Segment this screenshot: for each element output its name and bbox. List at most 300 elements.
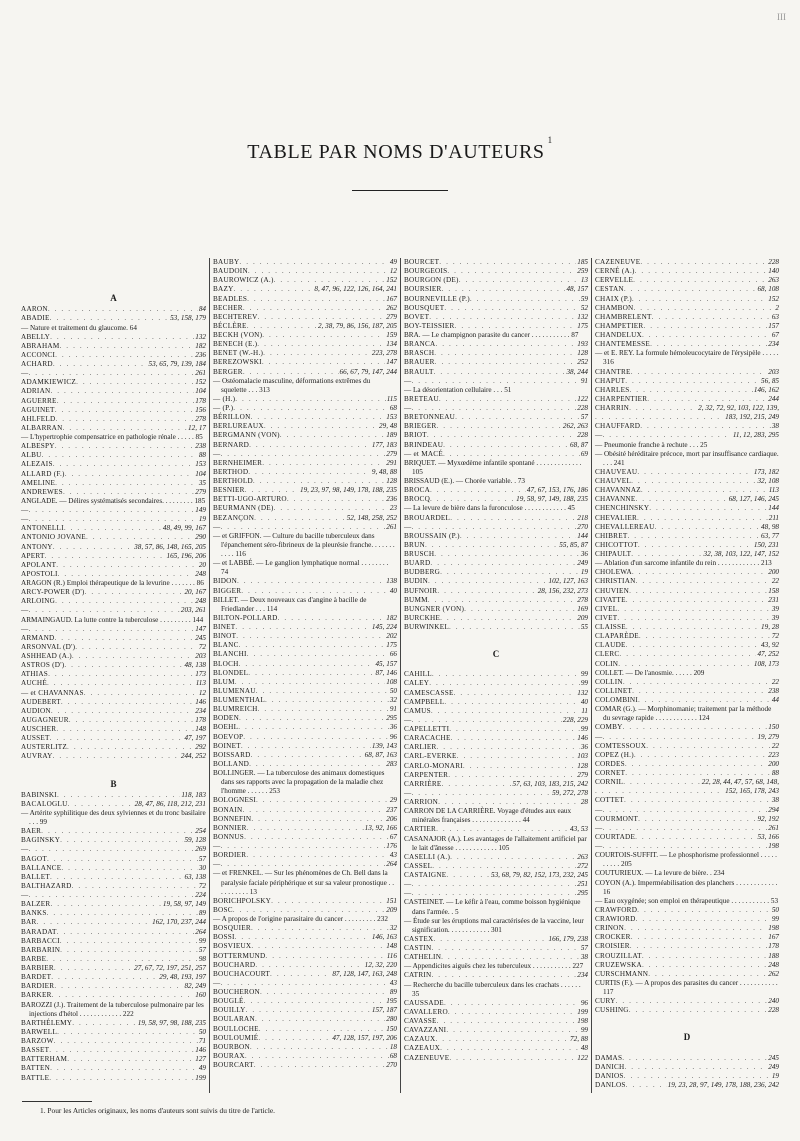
index-entry bbox=[213, 1052, 397, 1061]
index-entry bbox=[21, 415, 206, 424]
page-numbers: 91 bbox=[580, 376, 588, 385]
author-name: BLUMREICH bbox=[213, 705, 258, 714]
page-title bbox=[0, 134, 800, 164]
index-entry bbox=[595, 468, 779, 477]
spacer bbox=[404, 661, 588, 670]
author-name: BECKH (VON) bbox=[213, 331, 263, 339]
page-numbers: 183, 192, 215, 249 bbox=[725, 413, 779, 422]
page-numbers: 23 bbox=[389, 504, 397, 513]
leader-dots bbox=[220, 450, 385, 459]
page-numbers: 99 bbox=[580, 670, 588, 679]
leader-dots bbox=[629, 587, 767, 596]
index-entry-long: — Ablation d'un sarcome infantile du rein . . . . . . . . . . . . 213 bbox=[595, 559, 772, 568]
author-name: — bbox=[213, 522, 221, 531]
page-numbers: 40 bbox=[580, 697, 588, 706]
page-numbers: 234 bbox=[195, 706, 206, 715]
leader-dots bbox=[47, 909, 198, 918]
author-name: BUARD bbox=[404, 559, 431, 568]
leader-dots bbox=[428, 596, 576, 605]
author-name: CHOLEWA bbox=[595, 568, 632, 577]
leader-dots bbox=[642, 952, 767, 961]
author-name: DANLOS bbox=[595, 1080, 626, 1089]
index-entry-long: BOLLINGER. — La tuberculose des animaux domestiques dans ses rapports avec la propagation de la maladie chez l'homme . . . . . . 253 bbox=[213, 769, 385, 796]
page-numbers: 19, 58, 97, 149, 188, 235 bbox=[516, 495, 588, 504]
page-numbers: 132 bbox=[195, 332, 206, 341]
author-name: ATHIAS bbox=[21, 670, 49, 679]
index-entry bbox=[404, 1026, 588, 1035]
leader-dots bbox=[61, 698, 194, 707]
index-entry bbox=[21, 1055, 206, 1064]
index-entry bbox=[21, 588, 206, 597]
page-numbers: 19, 28 bbox=[761, 623, 779, 631]
page-numbers: 195 bbox=[386, 997, 397, 1006]
leader-dots bbox=[28, 625, 194, 634]
index-entry bbox=[213, 632, 397, 641]
page-numbers: 202 bbox=[386, 632, 397, 641]
author-name: CIVET bbox=[595, 613, 618, 622]
author-name: BRAUER bbox=[404, 358, 435, 367]
leader-dots bbox=[622, 1054, 767, 1063]
page-numbers: 238 bbox=[768, 686, 779, 695]
author-name: BLOCH bbox=[213, 659, 239, 668]
author-name: BLANCHI bbox=[213, 650, 247, 659]
page-numbers: 88 bbox=[771, 769, 779, 777]
leader-dots bbox=[72, 882, 198, 891]
index-entry-long: — et GRIFFON. — Culture du bacille tuberculeux dans l'épanchement séro-fibrineux de la pleurésie franche. . . . . . . . . . . 116 bbox=[213, 531, 395, 558]
index-entry bbox=[213, 796, 397, 805]
index-entry bbox=[404, 623, 588, 632]
author-name: CHAUVEAU bbox=[595, 467, 638, 476]
index-column bbox=[591, 258, 782, 1093]
leader-dots bbox=[50, 1064, 198, 1073]
page-numbers: 175 bbox=[577, 321, 588, 330]
index-entry bbox=[21, 707, 206, 716]
leader-dots bbox=[444, 304, 579, 313]
page-numbers: 128 bbox=[577, 761, 588, 770]
page-numbers: 102, 127, 163 bbox=[548, 577, 588, 586]
page-numbers: 251 bbox=[577, 880, 588, 889]
author-name: COLOMBINI bbox=[595, 696, 638, 704]
page-numbers: 147 bbox=[195, 624, 206, 633]
author-name: COMBY bbox=[595, 723, 623, 732]
leader-dots bbox=[428, 577, 547, 586]
index-entry bbox=[404, 267, 588, 276]
index-entry bbox=[21, 661, 206, 670]
index-entry bbox=[595, 970, 779, 979]
index-entry bbox=[404, 734, 588, 743]
index-entry bbox=[595, 942, 779, 951]
page-numbers: 43, 53 bbox=[570, 825, 588, 834]
page-numbers: 22, 28, 44, 47, 57, 68, 148, bbox=[701, 778, 779, 787]
index-entry bbox=[404, 532, 588, 541]
page-numbers: 89 bbox=[389, 988, 397, 996]
page-numbers: 82, 249 bbox=[184, 982, 206, 991]
page-numbers: 57, 63, 103, 183, 215, 242 bbox=[512, 779, 588, 788]
index-entry bbox=[595, 523, 779, 532]
index-entry bbox=[213, 824, 397, 833]
index-entry-long: COLLET. — De l'anosmie. . . . . . 209 bbox=[595, 668, 705, 677]
leader-dots bbox=[435, 340, 576, 349]
author-name: BIGGER bbox=[213, 586, 242, 595]
index-entry bbox=[595, 906, 779, 915]
author-name: BERTHOLD bbox=[213, 477, 253, 485]
page-numbers: 53, 166 bbox=[757, 832, 779, 841]
index-entry bbox=[21, 855, 206, 864]
page-numbers: 146, 162 bbox=[753, 385, 779, 394]
leader-dots bbox=[624, 796, 771, 805]
index-entry-long: COURTOIS-SUFFIT. — Le phosphorisme professionnel . . . . . . . . . . 205 bbox=[595, 851, 777, 869]
leader-dots bbox=[57, 928, 195, 937]
index-entry bbox=[595, 1072, 779, 1081]
page-numbers: 167 bbox=[768, 933, 779, 942]
page-numbers: 262 bbox=[768, 969, 779, 978]
leader-dots bbox=[50, 900, 161, 909]
index-entry bbox=[404, 689, 588, 698]
index-entry bbox=[595, 778, 779, 787]
page-numbers: 269 bbox=[195, 845, 206, 854]
index-entry bbox=[595, 632, 779, 641]
author-name: BOURCET bbox=[404, 258, 440, 266]
index-entry bbox=[213, 760, 397, 769]
index-entry-long: BAROZZI (J.). Traitement de la tuberculose pulmonaire par les injections d'hétol . . . . . . . . . . . . 222 bbox=[21, 1000, 204, 1018]
index-entry bbox=[404, 313, 588, 322]
page-numbers: 35 bbox=[198, 478, 206, 487]
leader-dots bbox=[239, 641, 386, 650]
page-numbers: 234 bbox=[768, 340, 779, 349]
page-numbers: 152, 165, 178, 243 bbox=[725, 787, 779, 796]
author-name: BONNUS bbox=[213, 832, 245, 841]
leader-dots bbox=[446, 1026, 579, 1035]
index-entry bbox=[21, 946, 206, 955]
leader-dots bbox=[48, 670, 194, 679]
author-name: BOVET bbox=[404, 312, 430, 321]
leader-dots bbox=[241, 587, 389, 596]
author-name: CHEVALLEREAU bbox=[595, 522, 655, 531]
page-numbers: 19 bbox=[771, 1071, 779, 1080]
index-entry bbox=[595, 1006, 779, 1015]
leader-dots bbox=[258, 313, 386, 322]
leader-dots bbox=[49, 1074, 194, 1083]
page-numbers: 57 bbox=[198, 945, 206, 954]
index-entry bbox=[213, 687, 397, 696]
page-numbers: 108, 173 bbox=[753, 659, 779, 668]
page-numbers: 9, 48, 88 bbox=[371, 467, 397, 476]
author-name: CAHILL bbox=[404, 670, 432, 679]
index-entry bbox=[595, 532, 779, 541]
leader-dots bbox=[454, 689, 577, 698]
index-entry bbox=[21, 442, 206, 451]
index-entry bbox=[21, 836, 206, 845]
index-entry bbox=[21, 752, 206, 761]
page-numbers: 264 bbox=[195, 927, 206, 936]
page-numbers: 270 bbox=[386, 1061, 397, 1069]
author-name: BAUBY bbox=[213, 258, 240, 266]
page-numbers: 38, 244 bbox=[566, 367, 588, 376]
author-name: BASSET bbox=[21, 1046, 50, 1055]
author-name: CASTEX bbox=[404, 934, 434, 943]
author-name: BUDIN bbox=[404, 577, 429, 586]
leader-dots bbox=[52, 991, 195, 1000]
author-name: BATTERHAM bbox=[21, 1055, 68, 1064]
index-entry bbox=[213, 696, 397, 705]
page-numbers: 261 bbox=[386, 522, 397, 531]
leader-dots bbox=[241, 742, 371, 751]
page-numbers: 153 bbox=[386, 413, 397, 422]
page-numbers: 88 bbox=[198, 451, 206, 460]
index-entry bbox=[404, 276, 588, 285]
leader-dots bbox=[632, 568, 767, 577]
index-entry bbox=[213, 468, 397, 477]
index-entry-long: BRA. — Le champignon parasite du cancer . . . . . . . . . . . 87 bbox=[404, 331, 579, 339]
leader-dots bbox=[60, 946, 198, 955]
leader-dots bbox=[451, 734, 577, 743]
index-entry bbox=[213, 660, 397, 669]
spacer bbox=[21, 267, 206, 276]
author-name: CASTIN bbox=[404, 944, 432, 953]
index-entry bbox=[404, 1008, 588, 1017]
page-numbers: 166, 179, 238 bbox=[548, 934, 588, 943]
page-numbers: 199 bbox=[577, 1007, 588, 1016]
author-name: BOUSQUET bbox=[404, 303, 445, 312]
leader-dots bbox=[254, 1061, 386, 1070]
page-numbers: 99 bbox=[198, 936, 206, 945]
index-entry bbox=[21, 424, 206, 433]
leader-dots bbox=[432, 670, 580, 679]
index-entry-long: COUTURIEUX. — La levure de bière. . 234 bbox=[595, 869, 725, 878]
page-numbers: 68 bbox=[389, 404, 397, 412]
author-name: — bbox=[21, 606, 29, 615]
leader-dots bbox=[53, 752, 180, 761]
leader-dots bbox=[442, 285, 566, 294]
leader-dots bbox=[67, 1055, 194, 1064]
index-entry bbox=[213, 970, 397, 979]
leader-dots bbox=[271, 897, 385, 906]
author-name: BARKER bbox=[21, 991, 52, 1000]
page-numbers: 157 bbox=[768, 321, 779, 330]
page-numbers: 228, 229 bbox=[562, 715, 588, 724]
index-entry bbox=[21, 845, 206, 854]
leader-dots bbox=[56, 561, 198, 570]
leader-dots bbox=[42, 451, 198, 460]
author-name: BRETEAU bbox=[404, 394, 439, 403]
leader-dots bbox=[265, 952, 385, 961]
page-numbers: 99 bbox=[580, 1026, 588, 1035]
index-entry bbox=[21, 305, 206, 314]
author-name: CARRIÈRE bbox=[404, 779, 442, 788]
index-entry-long: BRISSAUD (E.). — Chorée variable. . 73 bbox=[404, 477, 525, 485]
index-entry bbox=[213, 815, 397, 824]
index-entry bbox=[404, 871, 588, 880]
index-entry bbox=[595, 933, 779, 942]
leader-dots bbox=[602, 431, 731, 440]
leader-dots bbox=[649, 504, 767, 513]
author-name: — bbox=[213, 860, 221, 869]
leader-dots bbox=[278, 614, 386, 623]
page-numbers: 63, 138 bbox=[184, 872, 206, 881]
index-entry bbox=[404, 431, 588, 440]
author-name: COLLIN bbox=[595, 677, 623, 686]
author-name: BRUN bbox=[404, 540, 425, 549]
page-numbers: 20 bbox=[198, 560, 206, 569]
page-numbers: 189 bbox=[386, 431, 397, 440]
page-numbers: 49 bbox=[198, 1064, 206, 1073]
author-name: CRUZEWSKA bbox=[595, 960, 642, 969]
leader-dots bbox=[246, 851, 389, 860]
author-name: — et CHAVANNAS bbox=[21, 688, 84, 697]
page-numbers: 38 bbox=[580, 953, 588, 962]
index-entry bbox=[595, 1081, 779, 1090]
author-name: CLAPARÈDE bbox=[595, 632, 639, 641]
leader-dots bbox=[623, 723, 768, 732]
author-name: BLUM bbox=[213, 677, 235, 686]
author-name: BRIOT bbox=[404, 431, 427, 440]
author-name: BIDON bbox=[213, 577, 238, 586]
leader-dots bbox=[618, 660, 753, 669]
index-entry-long: — et FRENKEL. — Sur les phénomènes de Ch. Bell dans la paralysie faciale périphérique et sur sa valeur pronostique . . . . . . . . . . 13 bbox=[213, 869, 395, 896]
author-name: BANKS bbox=[21, 909, 47, 918]
index-entry bbox=[21, 351, 206, 360]
index-entry bbox=[595, 322, 779, 331]
index-entry bbox=[213, 1025, 397, 1034]
leader-dots bbox=[256, 687, 389, 696]
author-name: ANDREWES bbox=[21, 487, 63, 496]
leader-dots bbox=[254, 514, 346, 523]
author-name: BUMM bbox=[404, 595, 428, 604]
author-name: BOINET bbox=[213, 741, 241, 750]
page-numbers: 52, 148, 258, 252 bbox=[346, 513, 397, 522]
leader-dots bbox=[640, 258, 767, 267]
page-numbers: 69 bbox=[580, 449, 588, 458]
index-entry bbox=[595, 952, 779, 961]
author-name: BOUCHARD bbox=[213, 960, 256, 969]
page-numbers: 48 bbox=[580, 1044, 588, 1053]
index-entry bbox=[595, 997, 779, 1006]
page-numbers: 22 bbox=[771, 577, 779, 586]
index-entry bbox=[213, 842, 397, 851]
author-name: BONNEFIN bbox=[213, 814, 252, 823]
author-name: CURSCHMANN bbox=[595, 969, 649, 978]
leader-dots bbox=[439, 395, 576, 404]
author-name: CORDES bbox=[595, 759, 625, 768]
leader-dots bbox=[646, 742, 771, 751]
index-entry-long: — A propos de l'origine parasitaire du cancer . . . . . . . . . 232 bbox=[213, 915, 388, 923]
page-numbers: 147 bbox=[386, 358, 397, 367]
page-numbers: 198 bbox=[577, 1017, 588, 1026]
leader-dots bbox=[54, 634, 194, 643]
leader-dots bbox=[635, 267, 768, 276]
page-numbers: 22 bbox=[771, 741, 779, 750]
leader-dots bbox=[41, 827, 194, 836]
leader-dots bbox=[411, 789, 551, 798]
author-name: BRANCA bbox=[404, 340, 436, 349]
index-entry bbox=[595, 596, 779, 605]
leader-dots bbox=[626, 1081, 667, 1090]
page-numbers: 185 bbox=[577, 258, 588, 266]
index-entry bbox=[595, 751, 779, 760]
index-entry-long: COMAR (G.). — Morphinomanie; traitement par la méthode du sevrage rapide . . . . . . . . . . . . 124 bbox=[595, 705, 772, 723]
page-numbers: 206 bbox=[386, 814, 397, 823]
leader-dots bbox=[638, 815, 756, 824]
leader-dots bbox=[431, 707, 581, 716]
index-column bbox=[209, 258, 400, 1093]
leader-dots bbox=[264, 422, 378, 431]
page-numbers: 2, 38, 79, 86, 156, 187, 205 bbox=[317, 321, 397, 330]
leader-dots bbox=[239, 258, 388, 267]
index-entry bbox=[404, 577, 588, 586]
index-entry bbox=[213, 340, 397, 349]
author-name: BALTHAZARD bbox=[21, 881, 72, 890]
page-numbers: 176 bbox=[386, 842, 397, 850]
author-name: BOEHL bbox=[213, 723, 239, 732]
leader-dots bbox=[247, 295, 385, 304]
author-name: CAZEAUX bbox=[404, 1044, 441, 1053]
page-numbers: 99 bbox=[771, 915, 779, 923]
author-name: AMELINE bbox=[21, 478, 56, 487]
index-entry bbox=[595, 276, 779, 285]
index-entry bbox=[213, 1006, 397, 1015]
page-numbers: 153 bbox=[195, 460, 206, 469]
author-name: BARWELL bbox=[21, 1027, 58, 1036]
index-entry bbox=[595, 1054, 779, 1063]
author-name: CASELLI (A.) bbox=[404, 852, 451, 861]
index-entry bbox=[21, 479, 206, 488]
index-entry bbox=[21, 873, 206, 882]
page-numbers: 19, 58, 97, 149 bbox=[162, 900, 206, 909]
leader-dots bbox=[251, 942, 385, 951]
index-entry bbox=[213, 924, 397, 933]
leader-dots bbox=[460, 532, 576, 541]
author-name: CATRIN bbox=[404, 971, 432, 980]
leader-dots bbox=[447, 267, 576, 276]
leader-dots bbox=[625, 377, 760, 386]
leader-dots bbox=[60, 937, 198, 946]
leader-dots bbox=[429, 313, 576, 322]
index-entry bbox=[595, 824, 779, 833]
author-name: BESNIER bbox=[213, 486, 245, 495]
page-numbers: 53, 68, 79, 82, 152, 173, 232, 245 bbox=[490, 871, 588, 880]
leader-dots bbox=[441, 953, 580, 962]
page-numbers: 115 bbox=[386, 394, 397, 403]
author-name: BERGMANN (VON) bbox=[213, 431, 280, 440]
leader-dots bbox=[427, 431, 576, 440]
page-numbers: 43, 92 bbox=[761, 641, 779, 650]
leader-dots bbox=[57, 397, 195, 406]
author-name: BRASCH bbox=[404, 349, 435, 358]
leader-dots bbox=[595, 787, 724, 796]
leader-dots bbox=[619, 650, 756, 659]
index-entry bbox=[595, 340, 779, 349]
page-numbers: 173 bbox=[195, 670, 206, 679]
author-name: AGUINET bbox=[21, 405, 55, 414]
leader-dots bbox=[64, 661, 183, 670]
author-name: CHICOTTOT bbox=[595, 540, 638, 549]
page-numbers: 279 bbox=[386, 312, 397, 321]
author-name: BERGER bbox=[213, 367, 243, 376]
leader-dots bbox=[61, 864, 197, 873]
page-numbers: 11 bbox=[581, 706, 588, 715]
index-entry bbox=[213, 276, 397, 285]
leader-dots bbox=[56, 725, 194, 734]
author-name: BROUSSAIN (P.) bbox=[404, 531, 460, 540]
page-numbers: 145, 224 bbox=[371, 623, 397, 631]
page-numbers: 146 bbox=[577, 734, 588, 743]
index-entry bbox=[404, 495, 588, 504]
index-entry bbox=[213, 723, 397, 732]
leader-dots bbox=[55, 597, 194, 606]
author-name: CHANDELUX bbox=[595, 331, 642, 339]
index-entry bbox=[21, 891, 206, 900]
index-entry bbox=[213, 267, 397, 276]
